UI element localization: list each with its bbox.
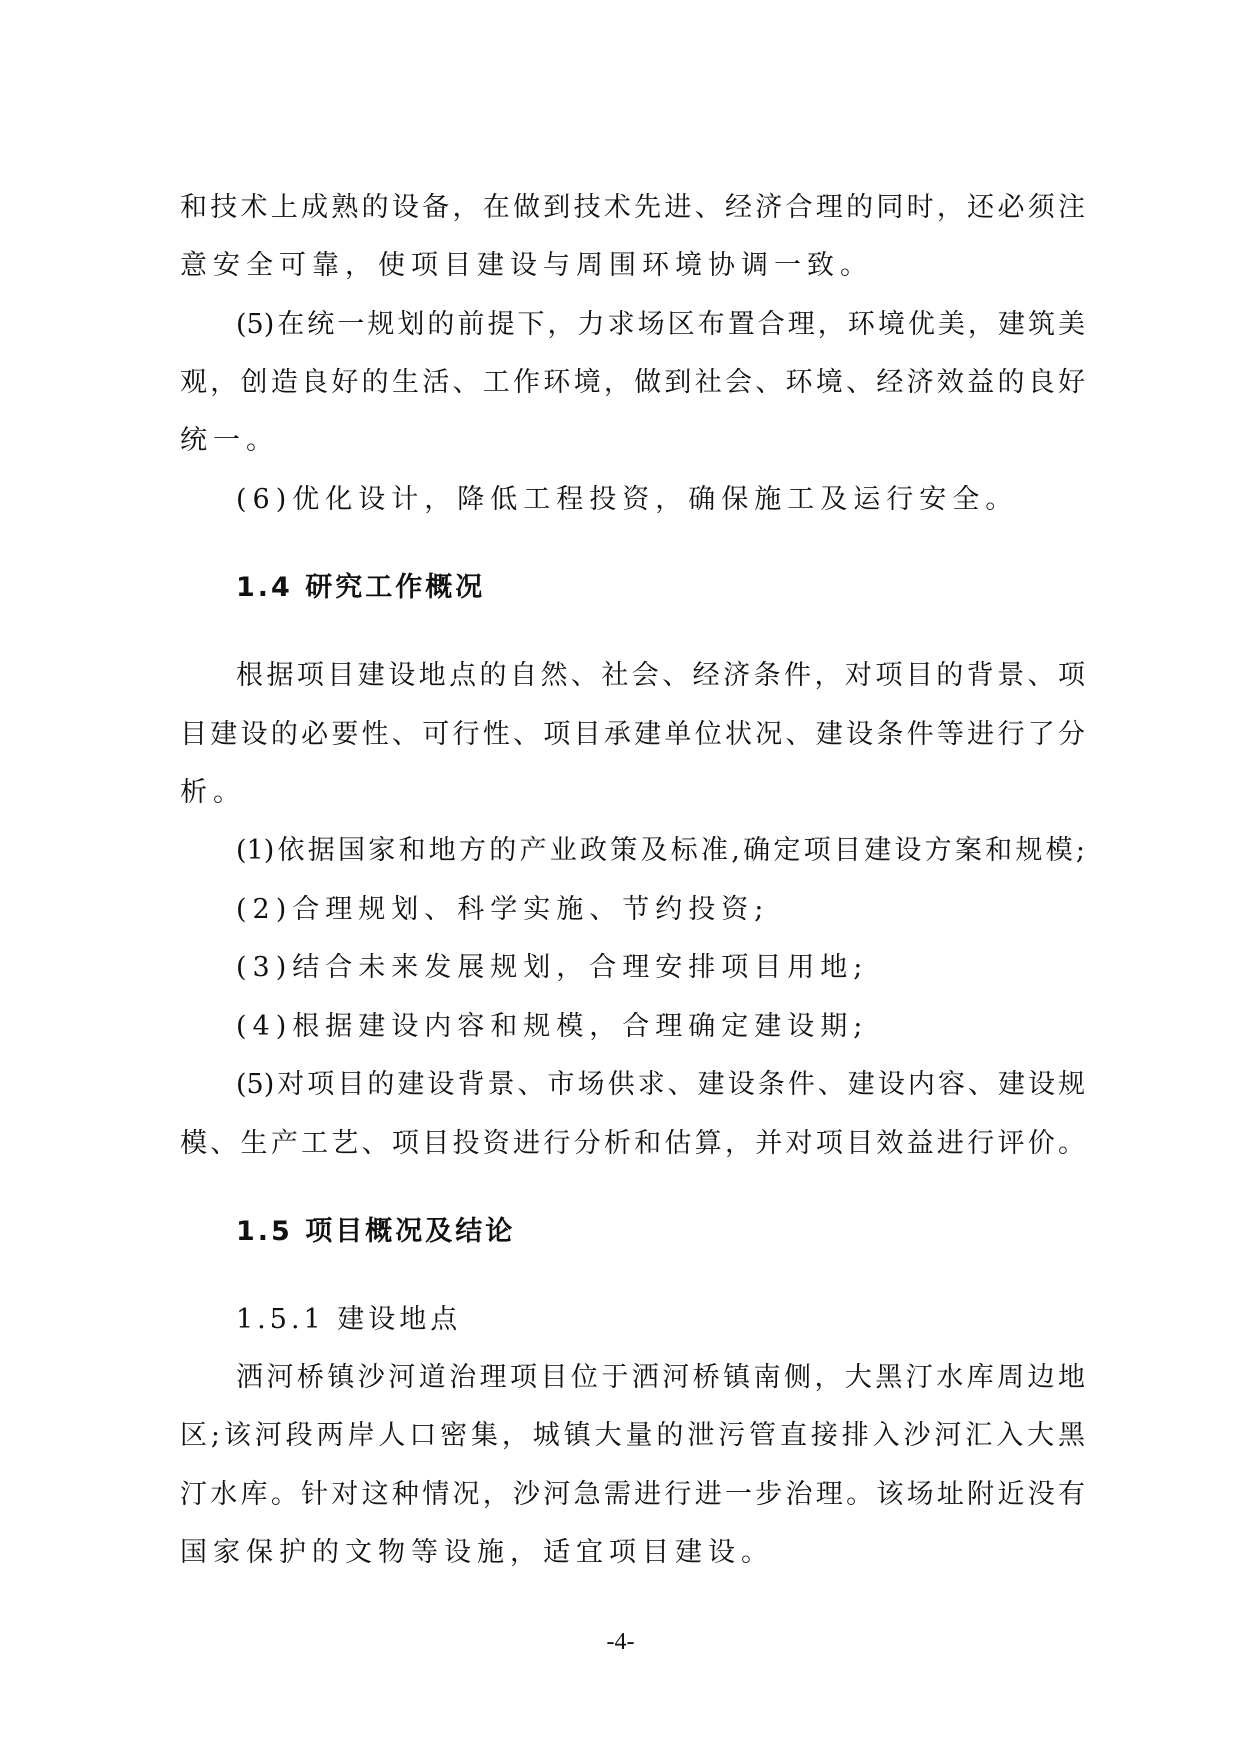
list-item: (5)对项目的建设背景、市场供求、建设条件、建设内容、建设规 [236, 1069, 1085, 1100]
paragraph-line: 观，创造良好的生活、工作环境，做到社会、环境、经济效益的良好 [180, 367, 1085, 398]
list-item: (1)依据国家和地方的产业政策及标准,确定项目建设方案和规模; [236, 835, 1085, 866]
paragraph-line: 意安全可靠，使项目建设与周围环境协调一致。 [180, 250, 873, 281]
paragraph-line: 洒河桥镇沙河道治理项目位于洒河桥镇南侧，大黑汀水库周边地 [236, 1362, 1085, 1393]
list-item: (4)根据建设内容和规模，合理确定建设期; [236, 1011, 869, 1042]
paragraph-line: 汀水库。针对这种情况，沙河急需进行进一步治理。该场址附近没有 [180, 1479, 1085, 1510]
paragraph-line: 析。 [180, 777, 246, 808]
paragraph-line: (6)优化设计，降低工程投资，确保施工及运行安全。 [236, 484, 1019, 515]
paragraph-line: 统一。 [180, 425, 279, 456]
page-number: -4- [606, 1629, 635, 1655]
list-item: (2)合理规划、科学实施、节约投资; [236, 894, 770, 925]
section-heading-1-4: 1.4 研究工作概况 [236, 572, 486, 603]
paragraph-line: 和技术上成熟的设备，在做到技术先进、经济合理的同时，还必须注 [180, 192, 1085, 223]
paragraph-line: 根据项目建设地点的自然、社会、经济条件，对项目的背景、项 [236, 660, 1085, 691]
subsection-heading-1-5-1: 1.5.1 建设地点 [236, 1304, 462, 1335]
paragraph-line: 国家保护的文物等设施，适宜项目建设。 [180, 1537, 774, 1568]
paragraph-line: 区;该河段两岸人口密集，城镇大量的泄污管直接排入沙河汇入大黑 [180, 1420, 1085, 1451]
list-item: 模、生产工艺、项目投资进行分析和估算，并对项目效益进行评价。 [180, 1128, 1085, 1159]
paragraph-line: 目建设的必要性、可行性、项目承建单位状况、建设条件等进行了分 [180, 719, 1085, 750]
list-item: (3)结合未来发展规划，合理安排项目用地; [236, 952, 869, 983]
section-heading-1-5: 1.5 项目概况及结论 [236, 1216, 516, 1247]
paragraph-line: (5)在统一规划的前提下，力求场区布置合理，环境优美，建筑美 [236, 309, 1085, 340]
